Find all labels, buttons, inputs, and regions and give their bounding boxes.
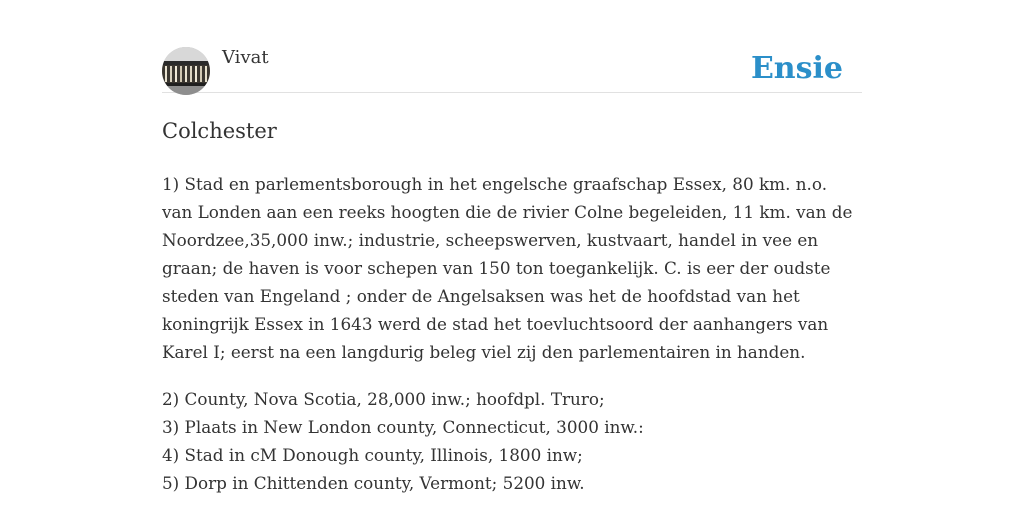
article-body	[162, 170, 862, 497]
definition-line: 4) Stad in cM Donough county, Illinois, 1800 inw;	[162, 445, 583, 465]
definition-list	[162, 385, 862, 497]
brand-logo[interactable]: Ensie	[750, 51, 843, 86]
definition-line: 2) County, Nova Scotia, 28,000 inw.; hoofdpl. Truro;	[162, 389, 605, 409]
header	[162, 46, 862, 93]
definition-paragraph: 1) Stad en parlementsborough in het engelsche graafschap Essex, 80 km. n.o. van Londen aan een reeks hoogten die de rivier Colne begeleiden, 11 km. van de Noordzee,35,000 inw.; industrie, scheepswerven, kustvaart, handel in vee en graan; de haven is voor schepen van 150 ton toegankelijk. C. is eer der oudste steden van Engeland ; onder de Angelsaksen was het de hoofdstad van het koningrijk Essex in 1643 werd de stad het toevluchtsoord der aanhangers van Karel I; eerst na een langdurig beleg viel zij den parlementairen in handen.	[162, 174, 853, 362]
books-avatar-icon	[162, 47, 210, 95]
definition-line: 3) Plaats in New London county, Connecticut, 3000 inw.:	[162, 417, 644, 437]
page-title: Colchester	[162, 119, 277, 143]
definition-line: 5) Dorp in Chittenden county, Vermont; 5200 inw.	[162, 473, 585, 493]
author-name[interactable]: Vivat	[222, 47, 269, 68]
avatar[interactable]	[162, 47, 210, 95]
